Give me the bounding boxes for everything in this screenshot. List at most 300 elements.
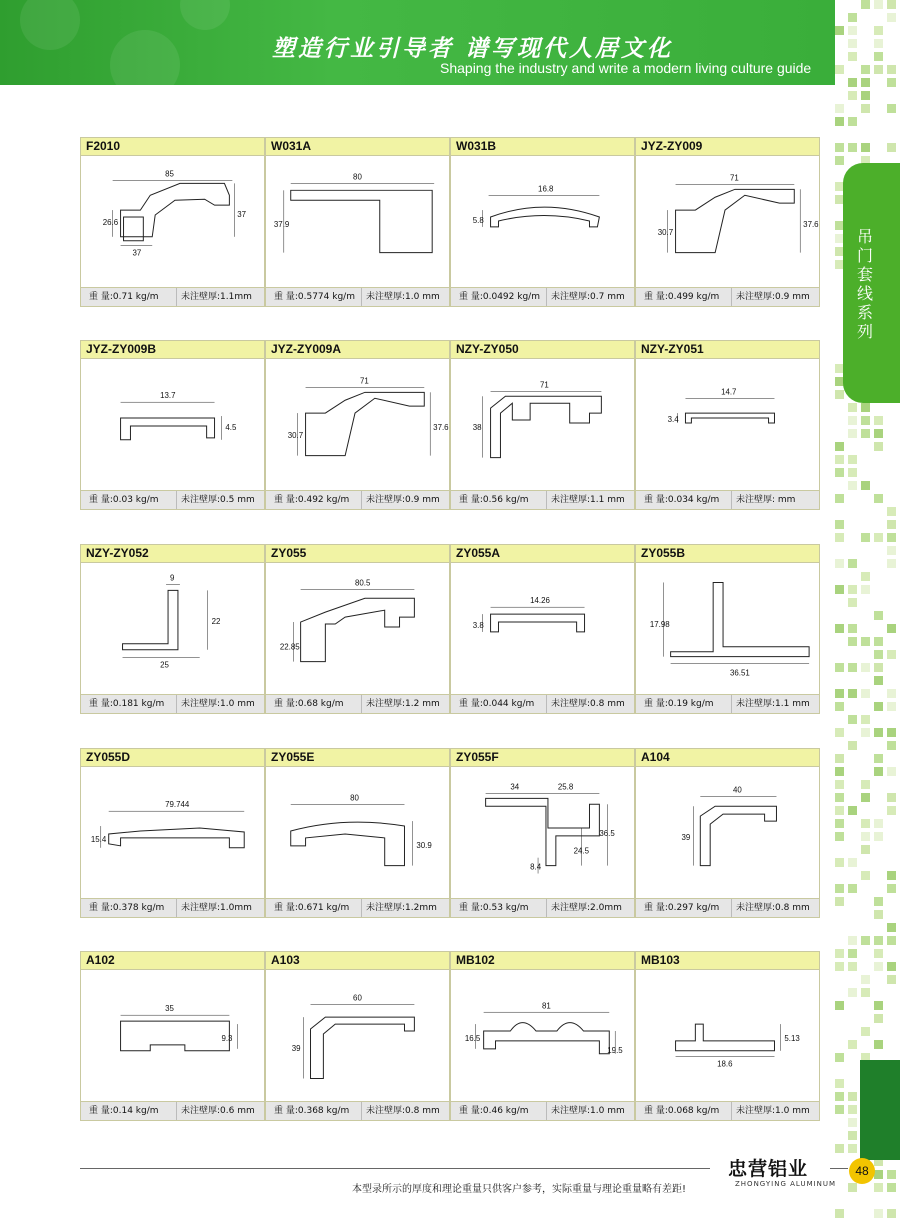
dim-label: 9.3 bbox=[221, 1033, 233, 1043]
mosaic-tile bbox=[861, 845, 870, 854]
dim-label: 16.8 bbox=[538, 184, 554, 194]
mosaic-tile bbox=[848, 26, 857, 35]
dim-label: 39 bbox=[681, 832, 691, 842]
mosaic-tile bbox=[848, 637, 857, 646]
mosaic-tile bbox=[861, 403, 870, 412]
mosaic-tile bbox=[835, 728, 844, 737]
mosaic-tile bbox=[835, 520, 844, 529]
mosaic-tile bbox=[874, 429, 883, 438]
mosaic-tile bbox=[848, 1040, 857, 1049]
product-card[interactable] bbox=[265, 340, 450, 510]
wall-thickness-value: 未注壁厚:0.7 mm bbox=[546, 288, 625, 306]
weight-value: 重 量:0.068 kg/m bbox=[644, 1106, 720, 1116]
mosaic-tile bbox=[848, 1105, 857, 1114]
wall-thickness-value: 未注壁厚:2.0mm bbox=[546, 899, 622, 917]
mosaic-tile bbox=[848, 715, 857, 724]
mosaic-tile bbox=[874, 26, 883, 35]
dim-label: 30.7 bbox=[657, 227, 674, 237]
mosaic-tile bbox=[835, 624, 844, 633]
mosaic-tile bbox=[887, 962, 896, 971]
product-spec-bar bbox=[636, 287, 819, 306]
wall-thickness-value: 未注壁厚:1.2mm bbox=[361, 899, 437, 917]
mosaic-tile bbox=[861, 572, 870, 581]
product-spec-bar bbox=[81, 490, 264, 509]
wall-thickness-value: 未注壁厚:1.1mm bbox=[176, 288, 252, 306]
dim-label: 15.4 bbox=[90, 834, 107, 844]
product-code: ZY055B bbox=[636, 545, 819, 563]
mosaic-tile bbox=[861, 143, 870, 152]
mosaic-tile bbox=[874, 0, 883, 9]
dim-label: 8.4 bbox=[530, 862, 542, 872]
mosaic-tile bbox=[848, 663, 857, 672]
mosaic-tile bbox=[874, 936, 883, 945]
mosaic-tile bbox=[874, 1183, 883, 1192]
mosaic-tile bbox=[848, 1183, 857, 1192]
product-spec-bar bbox=[266, 287, 449, 306]
mosaic-tile bbox=[874, 676, 883, 685]
product-spec-bar bbox=[636, 694, 819, 713]
dim-label: 37 bbox=[237, 210, 247, 220]
dim-label: 37.6 bbox=[803, 219, 819, 229]
mosaic-tile bbox=[874, 52, 883, 61]
mosaic-tile bbox=[874, 1170, 883, 1179]
mosaic-tile bbox=[848, 936, 857, 945]
mosaic-tile bbox=[874, 650, 883, 659]
mosaic-tile bbox=[848, 117, 857, 126]
product-code: JYZ-ZY009B bbox=[81, 341, 264, 359]
weight-value: 重 量:0.034 kg/m bbox=[644, 495, 720, 505]
mosaic-tile bbox=[861, 429, 870, 438]
dim-label: 14.26 bbox=[530, 596, 550, 606]
mosaic-tile bbox=[835, 156, 844, 165]
mosaic-tile bbox=[887, 624, 896, 633]
footer-divider bbox=[80, 1168, 710, 1169]
mosaic-tile bbox=[848, 598, 857, 607]
mosaic-tile bbox=[848, 624, 857, 633]
mosaic-tile bbox=[887, 793, 896, 802]
wall-thickness-value: 未注壁厚: mm bbox=[731, 491, 795, 509]
wall-thickness-value: 未注壁厚:0.6 mm bbox=[176, 1102, 255, 1120]
product-card[interactable] bbox=[635, 137, 820, 307]
mosaic-tile bbox=[887, 806, 896, 815]
mosaic-tile bbox=[874, 39, 883, 48]
mosaic-tile bbox=[874, 832, 883, 841]
mosaic-tile bbox=[874, 637, 883, 646]
mosaic-tile bbox=[848, 1144, 857, 1153]
weight-value: 重 量:0.368 kg/m bbox=[274, 1106, 350, 1116]
dim-label: 60 bbox=[353, 993, 362, 1003]
mosaic-tile bbox=[861, 689, 870, 698]
mosaic-tile bbox=[835, 884, 844, 893]
wall-thickness-value: 未注壁厚:1.0mm bbox=[176, 899, 252, 917]
mosaic-tile bbox=[887, 1183, 896, 1192]
wall-thickness-value: 未注壁厚:0.5 mm bbox=[176, 491, 255, 509]
profile-drawing bbox=[451, 358, 634, 485]
mosaic-tile bbox=[848, 689, 857, 698]
product-card[interactable] bbox=[635, 340, 820, 510]
mosaic-tile bbox=[848, 741, 857, 750]
mosaic-tile bbox=[887, 0, 896, 9]
weight-value: 重 量:0.492 kg/m bbox=[274, 495, 350, 505]
profile-drawing bbox=[266, 969, 449, 1096]
wall-thickness-value: 未注壁厚:1.0 mm bbox=[176, 695, 255, 713]
mosaic-tile bbox=[835, 494, 844, 503]
wall-thickness-value: 未注壁厚:1.1 mm bbox=[731, 695, 810, 713]
mosaic-tile bbox=[887, 78, 896, 87]
mosaic-tile bbox=[835, 767, 844, 776]
dim-label: 30.9 bbox=[416, 840, 432, 850]
mosaic-tile bbox=[874, 767, 883, 776]
mosaic-tile bbox=[887, 533, 896, 542]
product-code: JYZ-ZY009A bbox=[266, 341, 449, 359]
product-code: NZY-ZY051 bbox=[636, 341, 819, 359]
mosaic-tile bbox=[848, 39, 857, 48]
mosaic-tile bbox=[835, 455, 844, 464]
dim-label: 36.51 bbox=[729, 668, 750, 678]
wall-thickness-value: 未注壁厚:0.8 mm bbox=[731, 899, 810, 917]
mosaic-tile bbox=[835, 533, 844, 542]
dim-label: 3.8 bbox=[472, 620, 484, 630]
mosaic-tile bbox=[887, 884, 896, 893]
product-spec-bar bbox=[451, 490, 634, 509]
profile-drawing bbox=[81, 358, 264, 485]
product-spec-bar bbox=[451, 1101, 634, 1120]
dim-label: 5.13 bbox=[784, 1033, 800, 1043]
dim-label: 4.5 bbox=[225, 422, 237, 432]
disclaimer-note: 本型录所示的厚度和理论重量只供客户参考，实际重量与理论重量略有差距! bbox=[352, 1184, 687, 1195]
product-spec-bar bbox=[636, 490, 819, 509]
product-code: NZY-ZY052 bbox=[81, 545, 264, 563]
mosaic-tile bbox=[874, 897, 883, 906]
profile-drawing bbox=[451, 562, 634, 689]
weight-value: 重 量:0.5774 kg/m bbox=[274, 292, 355, 302]
mosaic-tile bbox=[861, 975, 870, 984]
product-spec-bar bbox=[266, 898, 449, 917]
mosaic-tile bbox=[835, 689, 844, 698]
mosaic-tile bbox=[835, 962, 844, 971]
product-spec-bar bbox=[81, 1101, 264, 1120]
product-card[interactable] bbox=[450, 951, 635, 1121]
weight-value: 重 量:0.044 kg/m bbox=[459, 699, 535, 709]
product-code: ZY055F bbox=[451, 749, 634, 767]
mosaic-tile bbox=[861, 0, 870, 9]
mosaic-tile bbox=[887, 702, 896, 711]
dim-label: 26.6 bbox=[102, 217, 119, 227]
mosaic-tile bbox=[861, 819, 870, 828]
wall-thickness-value: 未注壁厚:1.0 mm bbox=[731, 1102, 810, 1120]
mosaic-tile bbox=[835, 1144, 844, 1153]
product-code: NZY-ZY050 bbox=[451, 341, 634, 359]
mosaic-tile bbox=[848, 52, 857, 61]
profile-drawing bbox=[636, 358, 819, 485]
mosaic-tile bbox=[874, 1001, 883, 1010]
mosaic-tile bbox=[848, 468, 857, 477]
product-code: ZY055A bbox=[451, 545, 634, 563]
mosaic-tile bbox=[835, 1053, 844, 1062]
mosaic-tile bbox=[861, 871, 870, 880]
mosaic-tile bbox=[835, 26, 844, 35]
product-code: MB102 bbox=[451, 952, 634, 970]
mosaic-tile bbox=[874, 949, 883, 958]
dim-label: 22.85 bbox=[279, 642, 300, 652]
dim-label: 19.5 bbox=[607, 1045, 623, 1055]
product-code: JYZ-ZY009 bbox=[636, 138, 819, 156]
slogan-english: Shaping the industry and write a modern living culture guide bbox=[440, 60, 812, 76]
weight-value: 重 量:0.0492 kg/m bbox=[459, 292, 540, 302]
footer-divider bbox=[830, 1168, 848, 1169]
product-card[interactable] bbox=[265, 748, 450, 918]
mosaic-tile bbox=[887, 741, 896, 750]
mosaic-tile bbox=[861, 481, 870, 490]
mosaic-tile bbox=[835, 390, 844, 399]
profile-drawing bbox=[636, 155, 819, 282]
product-card[interactable] bbox=[80, 340, 265, 510]
weight-value: 重 量:0.71 kg/m bbox=[89, 292, 159, 302]
dim-label: 25 bbox=[160, 660, 169, 670]
product-spec-bar bbox=[636, 898, 819, 917]
wall-thickness-value: 未注壁厚:1.2 mm bbox=[361, 695, 440, 713]
product-spec-bar bbox=[451, 898, 634, 917]
mosaic-tile bbox=[861, 78, 870, 87]
wall-thickness-value: 未注壁厚:1.0 mm bbox=[361, 288, 440, 306]
weight-value: 重 量:0.53 kg/m bbox=[459, 903, 529, 913]
mosaic-tile bbox=[861, 715, 870, 724]
page-number: 48 bbox=[849, 1158, 875, 1184]
mosaic-tile bbox=[835, 806, 844, 815]
weight-value: 重 量:0.181 kg/m bbox=[89, 699, 165, 709]
wall-thickness-value: 未注壁厚:0.9 mm bbox=[731, 288, 810, 306]
profile-drawing bbox=[636, 562, 819, 689]
product-card[interactable] bbox=[80, 951, 265, 1121]
product-code: A102 bbox=[81, 952, 264, 970]
mosaic-tile bbox=[848, 403, 857, 412]
mosaic-tile bbox=[874, 910, 883, 919]
mosaic-tile bbox=[887, 923, 896, 932]
profile-drawing bbox=[81, 969, 264, 1096]
mosaic-tile bbox=[848, 962, 857, 971]
mosaic-tile bbox=[848, 1131, 857, 1140]
dim-label: 37.6 bbox=[433, 422, 449, 432]
dim-label: 34 bbox=[510, 782, 520, 792]
mosaic-tile bbox=[874, 442, 883, 451]
brand-name-chinese: 忠营铝业 bbox=[728, 1158, 809, 1180]
mosaic-tile bbox=[835, 1001, 844, 1010]
dim-label: 35 bbox=[165, 1004, 174, 1014]
mosaic-tile bbox=[835, 663, 844, 672]
wall-thickness-value: 未注壁厚:0.8 mm bbox=[361, 1102, 440, 1120]
dim-label: 30.7 bbox=[287, 430, 304, 440]
mosaic-tile bbox=[848, 858, 857, 867]
weight-value: 重 量:0.378 kg/m bbox=[89, 903, 165, 913]
mosaic-tile bbox=[848, 585, 857, 594]
dim-label: 3.4 bbox=[667, 414, 679, 424]
mosaic-tile bbox=[848, 1092, 857, 1101]
mosaic-tile bbox=[861, 533, 870, 542]
mosaic-tile bbox=[874, 663, 883, 672]
product-card[interactable] bbox=[450, 137, 635, 307]
mosaic-tile bbox=[874, 494, 883, 503]
product-spec-bar bbox=[451, 287, 634, 306]
mosaic-tile bbox=[835, 780, 844, 789]
product-card[interactable] bbox=[80, 137, 265, 307]
product-code: W031B bbox=[451, 138, 634, 156]
mosaic-tile bbox=[848, 1118, 857, 1127]
mosaic-tile bbox=[861, 936, 870, 945]
product-card[interactable] bbox=[80, 748, 265, 918]
product-code: A103 bbox=[266, 952, 449, 970]
mosaic-tile bbox=[874, 962, 883, 971]
mosaic-tile bbox=[848, 988, 857, 997]
weight-value: 重 量:0.68 kg/m bbox=[274, 699, 344, 709]
dim-label: 5.8 bbox=[472, 215, 484, 225]
mosaic-tile bbox=[848, 416, 857, 425]
mosaic-tile bbox=[835, 949, 844, 958]
dim-label: 18.6 bbox=[717, 1059, 733, 1069]
mosaic-tile bbox=[861, 793, 870, 802]
product-card[interactable] bbox=[265, 544, 450, 714]
mosaic-tile bbox=[835, 1209, 844, 1218]
mosaic-tile bbox=[861, 663, 870, 672]
mosaic-tile bbox=[887, 871, 896, 880]
mosaic-tile bbox=[835, 897, 844, 906]
dim-label: 16.5 bbox=[464, 1033, 481, 1043]
mosaic-tile bbox=[848, 949, 857, 958]
mosaic-tile bbox=[835, 585, 844, 594]
mosaic-tile bbox=[848, 884, 857, 893]
dim-label: 37.9 bbox=[273, 219, 290, 229]
mosaic-tile bbox=[835, 442, 844, 451]
product-card[interactable] bbox=[635, 748, 820, 918]
product-card[interactable] bbox=[450, 748, 635, 918]
header-banner bbox=[0, 0, 835, 85]
product-code: ZY055 bbox=[266, 545, 449, 563]
profile-drawing bbox=[81, 562, 264, 689]
product-code: W031A bbox=[266, 138, 449, 156]
dim-label: 40 bbox=[732, 785, 742, 795]
mosaic-tile bbox=[835, 819, 844, 828]
product-spec-bar bbox=[81, 898, 264, 917]
mosaic-tile bbox=[874, 819, 883, 828]
product-spec-bar bbox=[451, 694, 634, 713]
mosaic-tile bbox=[848, 806, 857, 815]
product-card[interactable] bbox=[450, 340, 635, 510]
mosaic-tile bbox=[887, 767, 896, 776]
wall-thickness-value: 未注壁厚:1.0 mm bbox=[546, 1102, 625, 1120]
mosaic-tile bbox=[861, 91, 870, 100]
weight-value: 重 量:0.297 kg/m bbox=[644, 903, 720, 913]
dim-label: 71 bbox=[729, 173, 739, 183]
product-code: ZY055E bbox=[266, 749, 449, 767]
mosaic-tile bbox=[861, 780, 870, 789]
dim-label: 36.5 bbox=[599, 828, 615, 838]
mosaic-tile bbox=[848, 481, 857, 490]
mosaic-tile bbox=[835, 559, 844, 568]
mosaic-tile bbox=[874, 611, 883, 620]
mosaic-tile bbox=[887, 936, 896, 945]
dim-label: 71 bbox=[540, 380, 549, 390]
mosaic-tile bbox=[861, 1027, 870, 1036]
mosaic-tile bbox=[874, 65, 883, 74]
dim-label: 22 bbox=[211, 617, 221, 627]
mosaic-tile bbox=[848, 91, 857, 100]
mosaic-tile bbox=[874, 754, 883, 763]
mosaic-tile bbox=[835, 65, 844, 74]
product-spec-bar bbox=[81, 287, 264, 306]
wall-thickness-value: 未注壁厚:0.8 mm bbox=[546, 695, 625, 713]
profile-drawing bbox=[636, 766, 819, 893]
product-spec-bar bbox=[266, 1101, 449, 1120]
product-code: F2010 bbox=[81, 138, 264, 156]
mosaic-tile bbox=[874, 702, 883, 711]
mosaic-tile bbox=[835, 143, 844, 152]
mosaic-tile bbox=[874, 533, 883, 542]
mosaic-tile bbox=[848, 429, 857, 438]
mosaic-tile bbox=[887, 13, 896, 22]
product-spec-bar bbox=[81, 694, 264, 713]
profile-drawing bbox=[266, 358, 449, 485]
mosaic-tile bbox=[887, 650, 896, 659]
dim-label: 25.8 bbox=[557, 782, 574, 792]
product-card[interactable] bbox=[635, 951, 820, 1121]
mosaic-tile bbox=[835, 1092, 844, 1101]
dim-label: 71 bbox=[359, 376, 369, 386]
dim-label: 17.98 bbox=[649, 619, 670, 629]
mosaic-tile bbox=[861, 637, 870, 646]
mosaic-tile bbox=[861, 104, 870, 113]
product-spec-bar bbox=[266, 490, 449, 509]
profile-drawing bbox=[451, 155, 634, 282]
brand-name-english: ZHONGYING ALUMINUM bbox=[735, 1180, 837, 1188]
profile-drawing bbox=[81, 155, 264, 282]
mosaic-tile bbox=[835, 468, 844, 477]
profile-drawing bbox=[266, 562, 449, 689]
mosaic-tile bbox=[874, 416, 883, 425]
dim-label: 39 bbox=[291, 1043, 301, 1053]
product-card[interactable] bbox=[450, 544, 635, 714]
dim-label: 79.744 bbox=[165, 800, 190, 810]
mosaic-tile bbox=[835, 702, 844, 711]
mosaic-tile bbox=[874, 1040, 883, 1049]
weight-value: 重 量:0.499 kg/m bbox=[644, 292, 720, 302]
mosaic-tile bbox=[848, 13, 857, 22]
product-spec-bar bbox=[266, 694, 449, 713]
product-card[interactable] bbox=[635, 544, 820, 714]
mosaic-tile bbox=[887, 507, 896, 516]
weight-value: 重 量:0.03 kg/m bbox=[89, 495, 159, 505]
product-card[interactable] bbox=[265, 951, 450, 1121]
slogan-chinese: 塑造行业引导者 谱写现代人居文化 bbox=[272, 35, 674, 62]
mosaic-tile bbox=[887, 104, 896, 113]
wall-thickness-value: 未注壁厚:1.1 mm bbox=[546, 491, 625, 509]
mosaic-tile bbox=[874, 1209, 883, 1218]
dim-label: 37 bbox=[132, 248, 142, 258]
weight-value: 重 量:0.56 kg/m bbox=[459, 495, 529, 505]
dim-label: 80.5 bbox=[355, 578, 371, 588]
product-card[interactable] bbox=[80, 544, 265, 714]
mosaic-tile bbox=[835, 1105, 844, 1114]
dim-label: 9 bbox=[170, 573, 175, 583]
mosaic-tile bbox=[848, 559, 857, 568]
mosaic-tile bbox=[861, 832, 870, 841]
mosaic-tile bbox=[874, 1014, 883, 1023]
profile-drawing bbox=[451, 766, 634, 893]
dim-label: 85 bbox=[165, 169, 174, 179]
product-code: ZY055D bbox=[81, 749, 264, 767]
mosaic-tile bbox=[887, 65, 896, 74]
dim-label: 13.7 bbox=[160, 391, 176, 401]
mosaic-tile bbox=[835, 832, 844, 841]
product-card[interactable] bbox=[265, 137, 450, 307]
